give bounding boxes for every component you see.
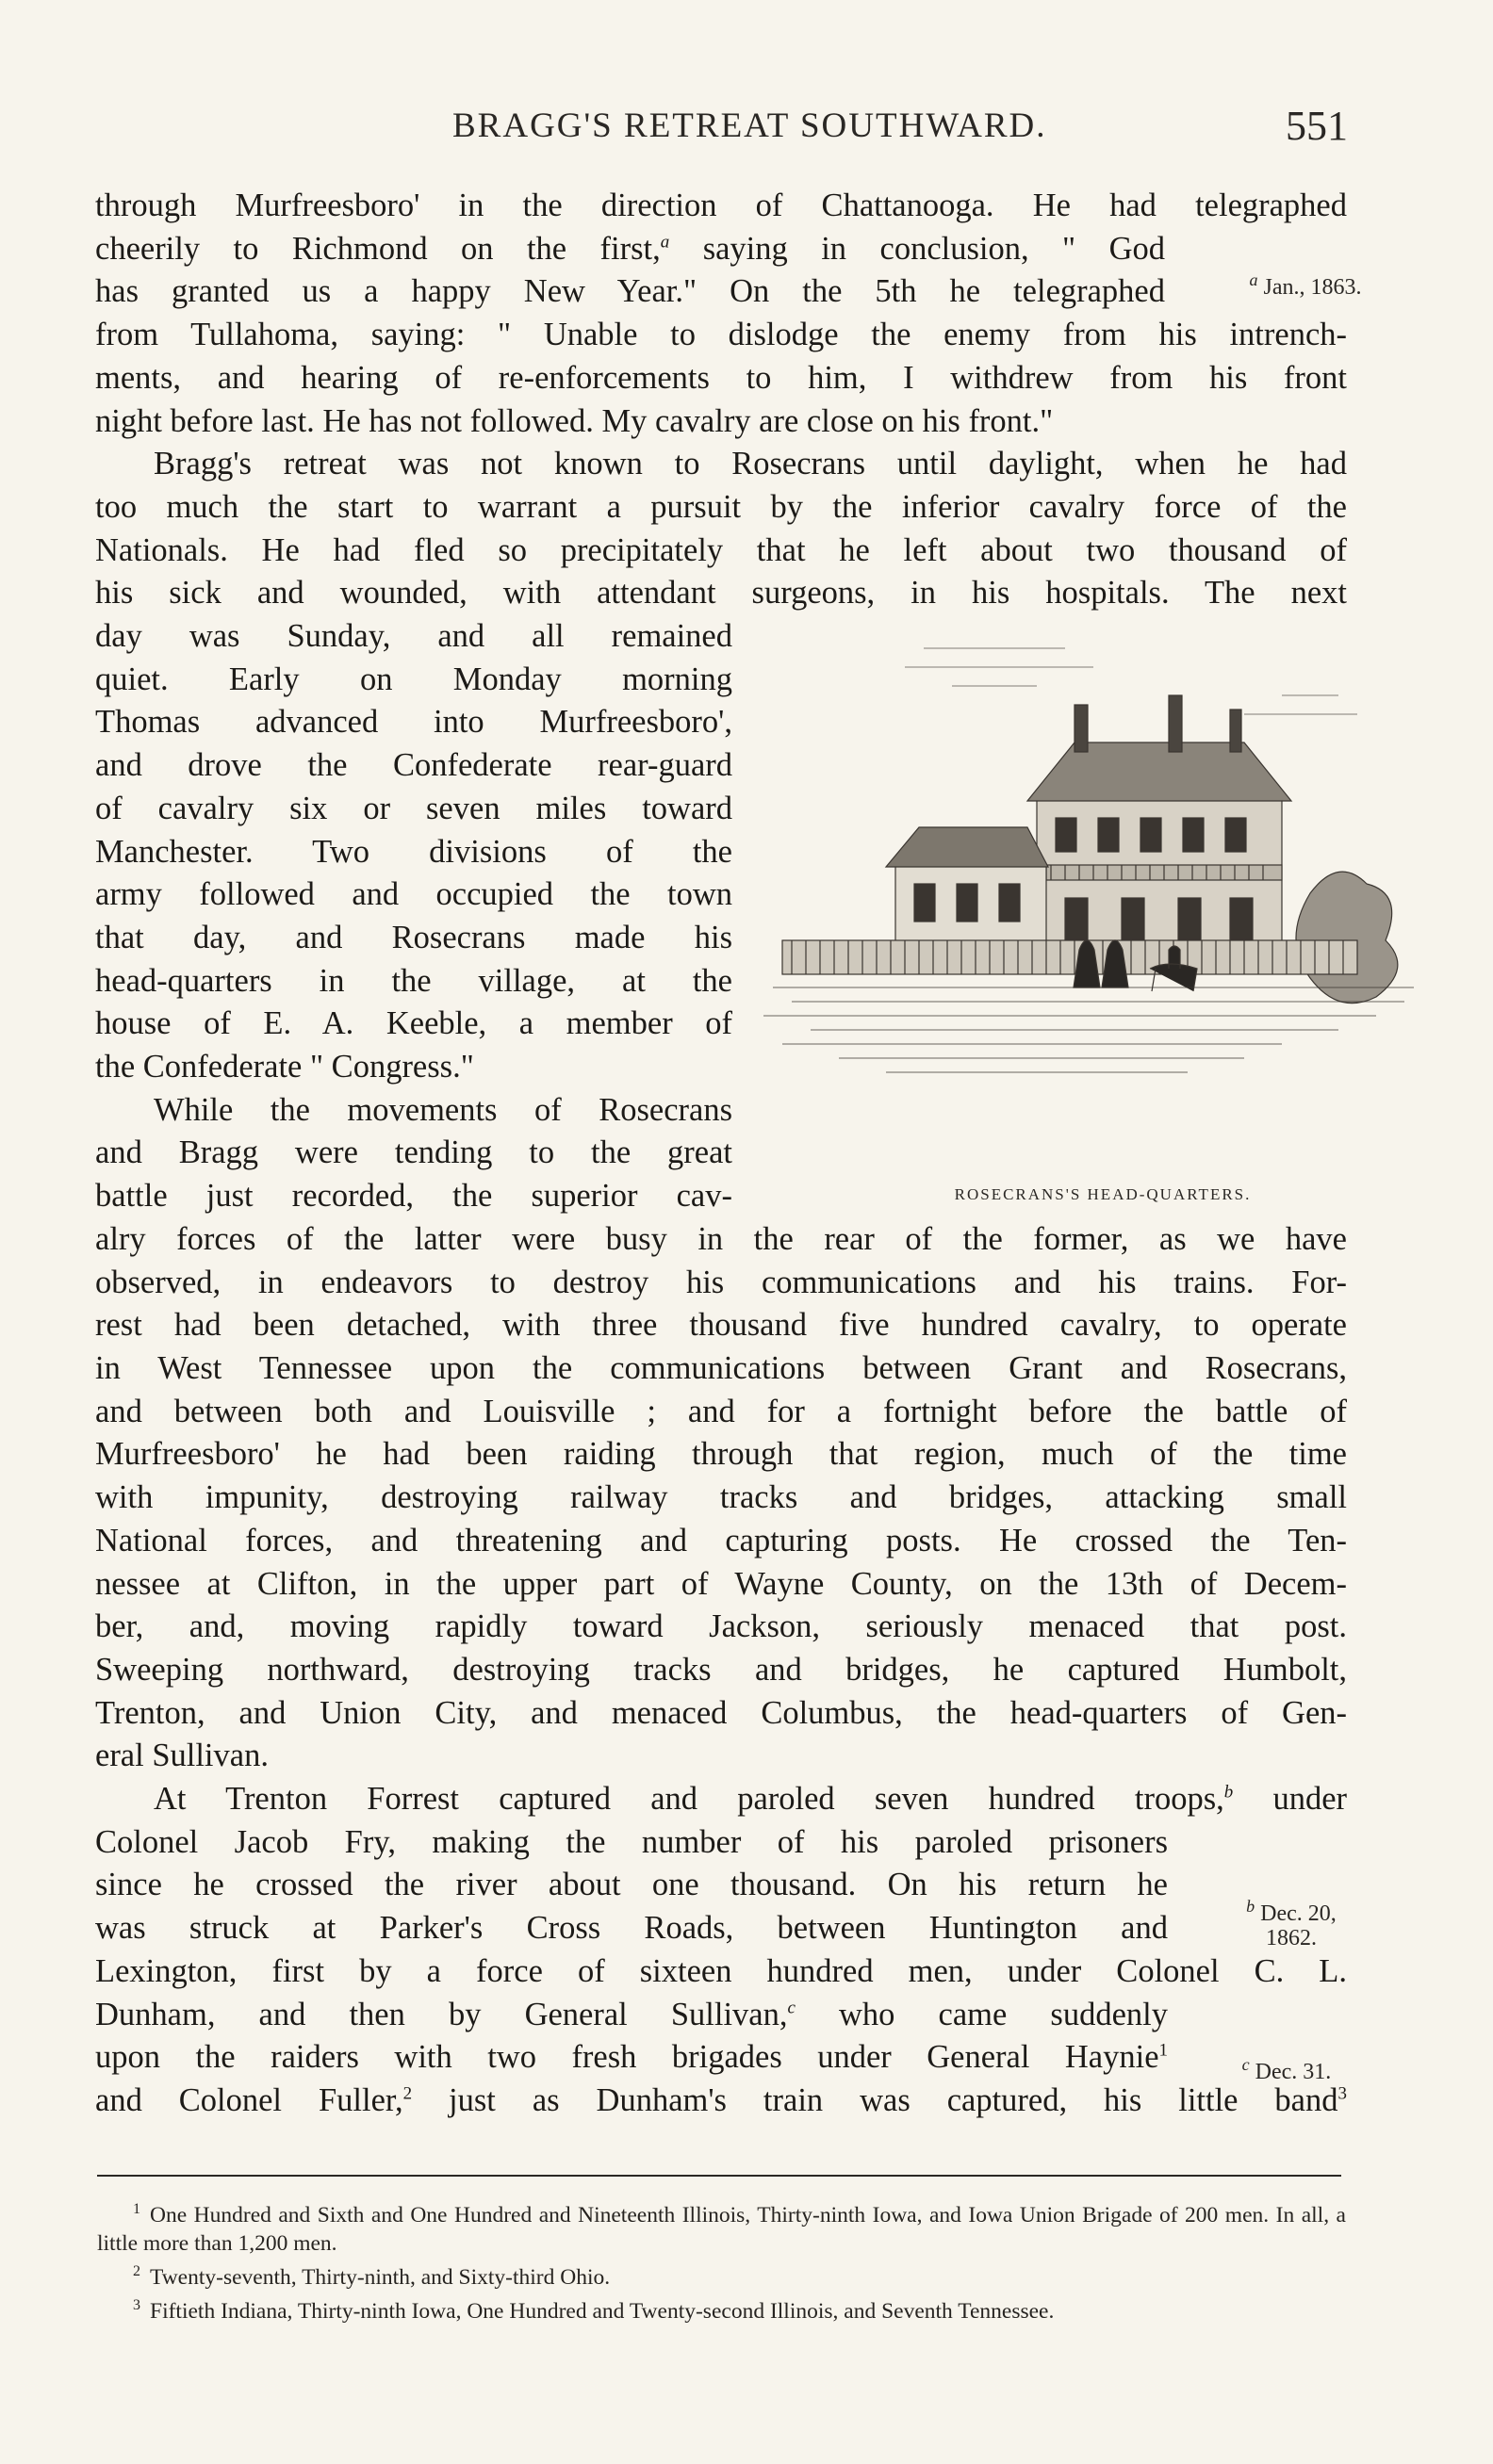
footnote-rule bbox=[97, 2175, 1341, 2177]
text-line: rest had been detached, with three thousand five hundred cavalry, to operate bbox=[95, 1307, 1347, 1344]
text-line: army followed and occupied the town bbox=[95, 876, 732, 913]
footnote-ref-2: 2 bbox=[402, 2083, 413, 2104]
headquarters-illustration bbox=[754, 639, 1489, 1204]
text-line: battle just recorded, the superior cav- bbox=[95, 1178, 732, 1215]
text-line: that day, and Rosecrans made his bbox=[95, 919, 732, 955]
ref-b: b bbox=[1223, 1782, 1234, 1803]
text-line: night before last. He has not followed. My cavalry are close on his front." bbox=[95, 402, 1054, 439]
text-line: Colonel Jacob Fry, making the number of his paroled prisoners bbox=[95, 1823, 1168, 1860]
margin-note-c: $^c$ Dec. 31. bbox=[1241, 2055, 1332, 2084]
text-line: house of E. A. Keeble, a member of bbox=[95, 1005, 732, 1042]
text-line: Sweeping northward, destroying tracks and bridges, he captured Humbolt, bbox=[95, 1651, 1347, 1688]
margin-note-a: $^a$ Jan., 1863. bbox=[1249, 270, 1362, 300]
text-line: too much the start to warrant a pursuit by the inferior cavalry force of the bbox=[95, 488, 1347, 525]
text-line: Trenton, and Union City, and menaced Columbus, the head-quarters of Gen- bbox=[95, 1694, 1347, 1731]
text-line: and between both and Louisville ; and for a fortnight before the battle of bbox=[95, 1393, 1347, 1429]
text-line: ments, and hearing of re-enforcements to him, I withdrew from his front bbox=[95, 359, 1347, 396]
text-line: and Colonel Fuller,$^2$ just as Dunham's train was captured, his little band$^3$ bbox=[95, 2081, 1347, 2118]
text-line: Bragg's retreat was not known to Rosecrans until daylight, when he had bbox=[154, 446, 1347, 482]
text-line: was struck at Parker's Cross Roads, between Huntington and bbox=[95, 1910, 1168, 1947]
text-line: observed, in endeavors to destroy his communications and his trains. For- bbox=[95, 1264, 1347, 1300]
text-line: ber, and, moving rapidly toward Jackson, seriously menaced that post. bbox=[95, 1608, 1347, 1645]
text-line: eral Sullivan. bbox=[95, 1738, 269, 1774]
text-line: cheerily to Richmond on the first,$^a$ saying in conclusion, " God bbox=[95, 230, 1165, 267]
paragraph-1 bbox=[95, 185, 1347, 443]
footnote-ref-1: 1 bbox=[1158, 2040, 1168, 2061]
ref-c: c bbox=[787, 1998, 796, 2018]
running-head bbox=[94, 103, 1348, 153]
text-line: through Murfreesboro' in the direction of Chattanooga. He had telegraphed bbox=[95, 188, 1347, 223]
text-line: with impunity, destroying railway tracks and bridges, attacking small bbox=[95, 1479, 1347, 1516]
text-line: Thomas advanced into Murfreesboro', bbox=[95, 704, 732, 741]
text-line: upon the raiders with two fresh brigades under General Haynie$^1$ bbox=[95, 2039, 1168, 2076]
text-line: While the movements of Rosecrans bbox=[154, 1091, 732, 1128]
ref-a: a bbox=[660, 232, 670, 253]
text-line: and drove the Confederate rear-guard bbox=[95, 747, 732, 784]
house-engraving bbox=[754, 639, 1489, 1176]
text-line: Dunham, and then by General Sullivan,$^c$ who came suddenly bbox=[95, 1996, 1168, 2032]
running-title: BRAGG'S RETREAT SOUTHWARD. bbox=[452, 106, 1047, 145]
footnote-3: $^3$ Fiftieth Indiana, Thirty-ninth Iowa, One Hundred and Twenty-second Illinois, and Seventh Tennessee. bbox=[133, 2296, 1055, 2324]
text-line: and Bragg were tending to the great bbox=[95, 1134, 732, 1171]
text-line: the Confederate " Congress." bbox=[95, 1049, 474, 1085]
footnote-1: $^1$ One Hundred and Sixth and One Hundred and Nineteenth Illinois, Thirty-ninth Iowa, and Iowa Union Brigade of 200 men. In all, a little more than 1,200 men. bbox=[97, 2201, 1346, 2256]
text-line: Manchester. Two divisions of the bbox=[95, 833, 732, 870]
footnote-ref-3: 3 bbox=[1337, 2083, 1347, 2104]
text-line: has granted us a happy New Year." On the 5th he telegraphed bbox=[95, 273, 1165, 310]
text-line: National forces, and threatening and capturing posts. He crossed the Ten- bbox=[95, 1522, 1347, 1558]
text-line: head-quarters in the village, at the bbox=[95, 962, 732, 999]
figure-caption: ROSECRANS'S HEAD-QUARTERS. bbox=[954, 1185, 1252, 1203]
text-line: nessee at Clifton, in the upper part of Wayne County, on the 13th of Decem- bbox=[95, 1565, 1347, 1602]
text-line: quiet. Early on Monday morning bbox=[95, 661, 732, 697]
paragraph-4 bbox=[95, 1778, 1347, 2123]
margin-note-b: $^b$ Dec. 20, 1862. bbox=[1246, 1897, 1337, 1950]
text-line: of cavalry six or seven miles toward bbox=[95, 790, 732, 826]
page-number: 551 bbox=[1286, 103, 1348, 149]
text-line: Lexington, first by a force of sixteen hundred men, under Colonel C. L. bbox=[95, 1952, 1347, 1989]
text-line: in West Tennessee upon the communications between Grant and Rosecrans, bbox=[95, 1349, 1347, 1386]
text-line: since he crossed the river about one thousand. On his return he bbox=[95, 1867, 1168, 1903]
text-line: day was Sunday, and all remained bbox=[95, 618, 732, 655]
text-line: Nationals. He had fled so precipitately that he left about two thousand of bbox=[95, 531, 1347, 568]
footnotes bbox=[97, 2195, 1346, 2325]
text-line: from Tullahoma, saying: " Unable to dislodge the enemy from his intrench- bbox=[95, 317, 1347, 353]
text-line: At Trenton Forrest captured and paroled seven hundred troops,$^b$ under bbox=[154, 1781, 1347, 1818]
text-line: his sick and wounded, with attendant surgeons, in his hospitals. The next bbox=[95, 575, 1347, 612]
text-line: Murfreesboro' he had been raiding through that region, much of the time bbox=[95, 1436, 1347, 1473]
footnote-2: $^2$ Twenty-seventh, Thirty-ninth, and Sixty-third Ohio. bbox=[133, 2262, 611, 2290]
text-line: alry forces of the latter were busy in the rear of the former, as we have bbox=[95, 1220, 1347, 1257]
